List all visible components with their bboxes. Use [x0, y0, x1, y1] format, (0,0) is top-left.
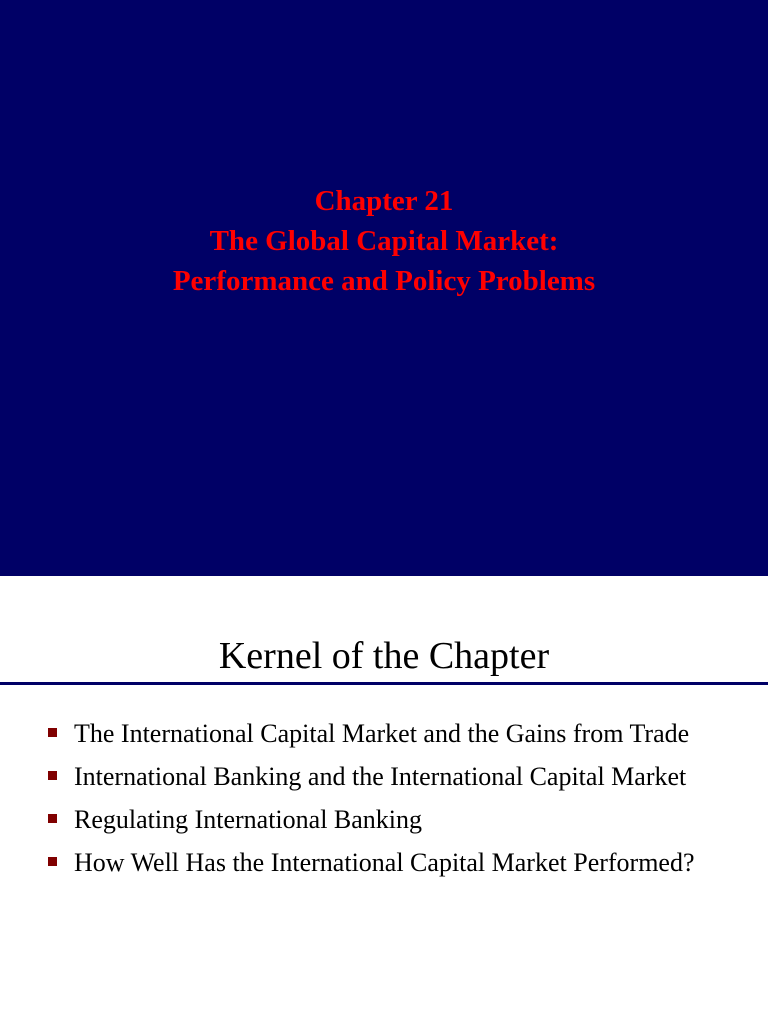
bullet-text: Regulating International Banking: [74, 805, 423, 834]
chapter-title: [0, 181, 768, 301]
square-bullet-icon: [48, 771, 57, 780]
square-bullet-icon: [48, 857, 57, 866]
bullet-list: [0, 716, 768, 888]
chapter-title-line-2: Performance and Policy Problems: [172, 265, 596, 297]
bullet-item: [0, 845, 768, 881]
square-bullet-icon: [48, 814, 57, 823]
title-divider: [0, 682, 768, 685]
bullet-text: How Well Has the International Capital Market Performed?: [74, 848, 695, 877]
bullet-text: International Banking and the International Capital Market: [74, 762, 687, 791]
bullet-item: [0, 716, 768, 752]
square-bullet-icon: [48, 728, 57, 737]
bullet-item: [0, 802, 768, 838]
slide-title: Kernel of the Chapter: [218, 635, 550, 677]
chapter-number: Chapter 21: [314, 185, 454, 217]
kernel-slide: [0, 576, 768, 1024]
chapter-title-line-1: The Global Capital Market:: [209, 225, 559, 257]
bullet-text: The International Capital Market and the Gains from Trade: [74, 719, 690, 748]
bullet-item: [0, 759, 768, 795]
